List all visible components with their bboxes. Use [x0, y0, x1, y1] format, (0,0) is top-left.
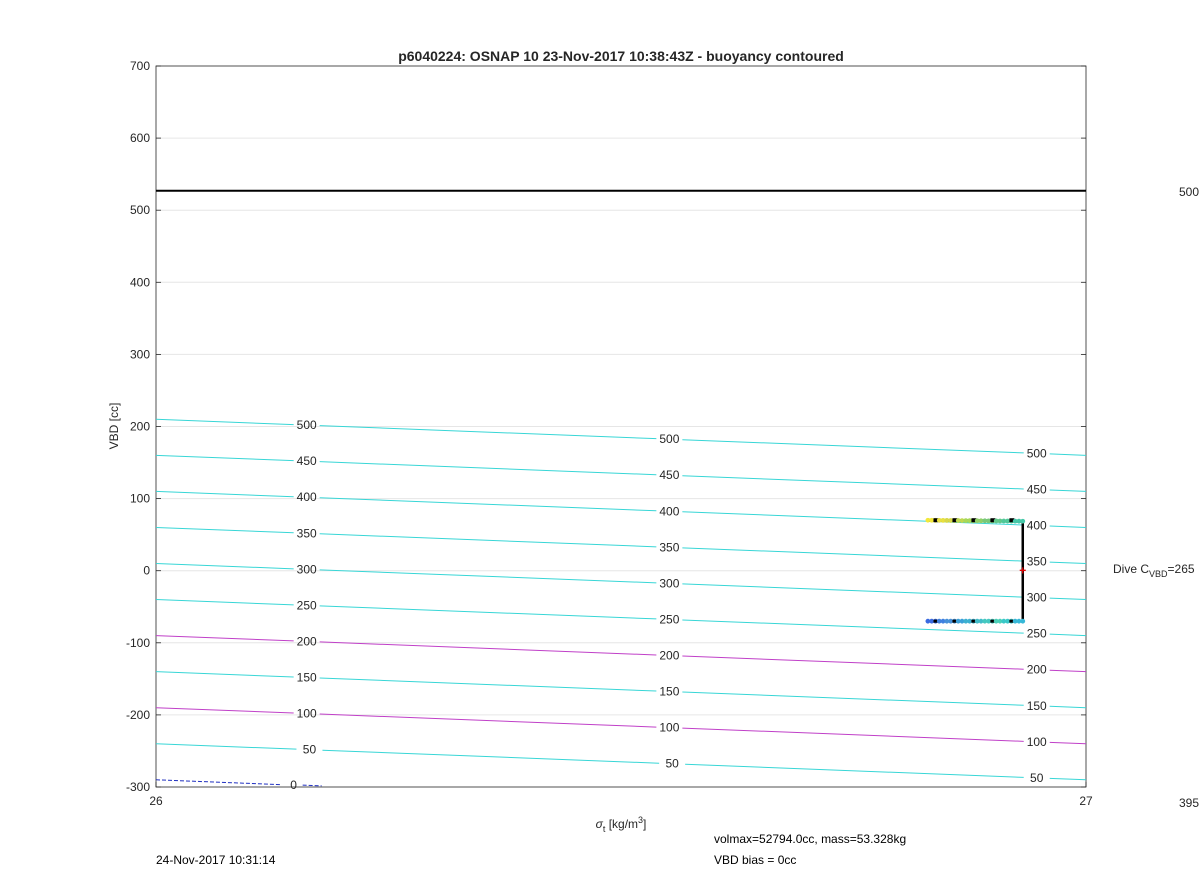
contour-label-450: 450 [659, 468, 680, 483]
contour-label-450: 450 [1026, 482, 1047, 497]
profile-marker: + [1019, 563, 1027, 578]
contour-lines [156, 418, 1086, 792]
profile-point [1020, 619, 1025, 624]
contour-line-50 [1050, 778, 1086, 779]
contour-line-200 [1050, 670, 1086, 671]
contour-label-400: 400 [1026, 518, 1047, 533]
contour-line-50 [322, 750, 659, 763]
y-tick-label: 400 [129, 275, 150, 290]
contour-label-200: 200 [296, 634, 317, 649]
timestamp-note: 24-Nov-2017 10:31:14 [156, 853, 276, 867]
contour-line-0 [156, 780, 281, 785]
contour-label-50: 50 [665, 756, 679, 771]
contour-line-50 [685, 764, 1024, 777]
y-tick-label: 300 [129, 347, 150, 362]
contour-line-450 [682, 476, 1023, 489]
contour-label-50: 50 [302, 742, 317, 757]
y-tick-label: -300 [125, 780, 150, 794]
contour-label-300: 300 [1026, 590, 1047, 605]
y-tick-label: -100 [125, 635, 150, 650]
x-tick-label: 26 [149, 794, 163, 808]
contour-label-100: 100 [659, 720, 680, 735]
y-tick-label: -200 [125, 707, 150, 722]
contour-line-350 [320, 534, 657, 547]
contour-line-200 [682, 656, 1023, 669]
contour-label-250: 250 [296, 598, 317, 613]
contour-label-400: 400 [296, 490, 317, 505]
y-tick-label: 0 [143, 563, 150, 578]
contour-label-500: 500 [659, 432, 680, 447]
y-tick-label: 600 [129, 131, 150, 146]
contour-line-150 [156, 672, 294, 677]
contour-line-150 [320, 678, 657, 691]
y-tick-label: 200 [129, 419, 150, 434]
grid-lines [156, 138, 1086, 715]
right-label-bottom: 395 [1179, 796, 1200, 810]
x-label-subscript: t [602, 824, 606, 834]
dive-cvbd-label [1113, 562, 1195, 579]
contour-label-300: 300 [296, 562, 317, 577]
contour-label-150: 150 [659, 684, 680, 699]
contour-line-100 [156, 708, 294, 713]
contour-line-100 [320, 714, 657, 727]
axis-ticks [126, 59, 1093, 808]
contour-line-300 [682, 584, 1023, 597]
contour-line-250 [320, 606, 657, 619]
contour-line-250 [156, 600, 294, 605]
x-axis-label [596, 815, 647, 834]
dive-cvbd-value: =265 [1167, 562, 1195, 576]
contour-label-100: 100 [296, 706, 317, 721]
right-label-top: 500 [1179, 185, 1200, 199]
contour-line-150 [1050, 706, 1086, 707]
profile-point [1020, 519, 1025, 524]
contour-line-350 [156, 527, 294, 532]
x-label-unit: [kg/m [605, 817, 639, 831]
contour-label-500: 500 [1026, 446, 1047, 461]
volmax-note: volmax=52794.0cc, mass=53.328kg [714, 832, 907, 846]
dive-cvbd-subscript: VBD [1149, 569, 1168, 579]
y-tick-label: 500 [129, 203, 150, 218]
contour-line-50 [156, 744, 296, 749]
contour-line-200 [156, 636, 294, 641]
y-tick-label: 100 [129, 491, 150, 506]
contour-line-200 [320, 642, 657, 655]
contour-line-100 [682, 728, 1023, 741]
contour-line-500 [320, 426, 657, 439]
y-tick-label: 700 [129, 59, 150, 73]
contour-label-0: 0 [290, 778, 297, 793]
contour-line-500 [682, 440, 1023, 453]
contour-label-50: 50 [1030, 770, 1044, 785]
contour-label-350: 350 [1026, 554, 1047, 569]
contour-label-150: 150 [296, 670, 317, 685]
contour-label-500: 500 [296, 418, 317, 433]
contour-label-350: 350 [296, 526, 317, 541]
chart-title: p6040224: OSNAP 10 23-Nov-2017 10:38:43Z - buoyancy contoured [398, 48, 844, 64]
contour-line-400 [320, 498, 657, 511]
contour-label-150: 150 [1026, 698, 1047, 713]
x-tick-label: 27 [1079, 794, 1093, 808]
contour-label-450: 450 [296, 454, 317, 469]
contour-line-300 [156, 563, 294, 568]
contour-line-250 [1050, 634, 1086, 635]
contour-line-300 [320, 570, 657, 583]
contour-label-250: 250 [1026, 626, 1047, 641]
x-label-symbol: σ [595, 817, 603, 831]
contour-label-400: 400 [659, 504, 680, 519]
contour-line-500 [1050, 454, 1086, 455]
contour-line-450 [1050, 490, 1086, 491]
contour-label-300: 300 [659, 576, 680, 591]
contour-line-350 [1050, 562, 1086, 563]
contour-line-150 [682, 692, 1023, 705]
contour-line-400 [1050, 526, 1086, 527]
contour-line-450 [320, 462, 657, 475]
contour-label-200: 200 [659, 648, 680, 663]
contour-line-500 [156, 419, 294, 424]
y-axis-label: VBD [cc] [107, 402, 121, 450]
vbd-bias-note: VBD bias = 0cc [714, 853, 797, 867]
contour-line-300 [1050, 598, 1086, 599]
contour-label-100: 100 [1026, 734, 1047, 749]
contour-label-350: 350 [659, 540, 680, 555]
x-label-close: ] [643, 817, 647, 831]
dive-cvbd-prefix: Dive C [1113, 562, 1150, 576]
contour-line-450 [156, 455, 294, 460]
x-label-superscript: 3 [638, 815, 644, 825]
contour-line-350 [682, 548, 1023, 561]
contour-label-250: 250 [659, 612, 680, 627]
contour-line-0 [303, 785, 322, 786]
contour-line-400 [156, 491, 294, 496]
contour-line-100 [1050, 742, 1086, 743]
contour-label-200: 200 [1026, 662, 1047, 677]
